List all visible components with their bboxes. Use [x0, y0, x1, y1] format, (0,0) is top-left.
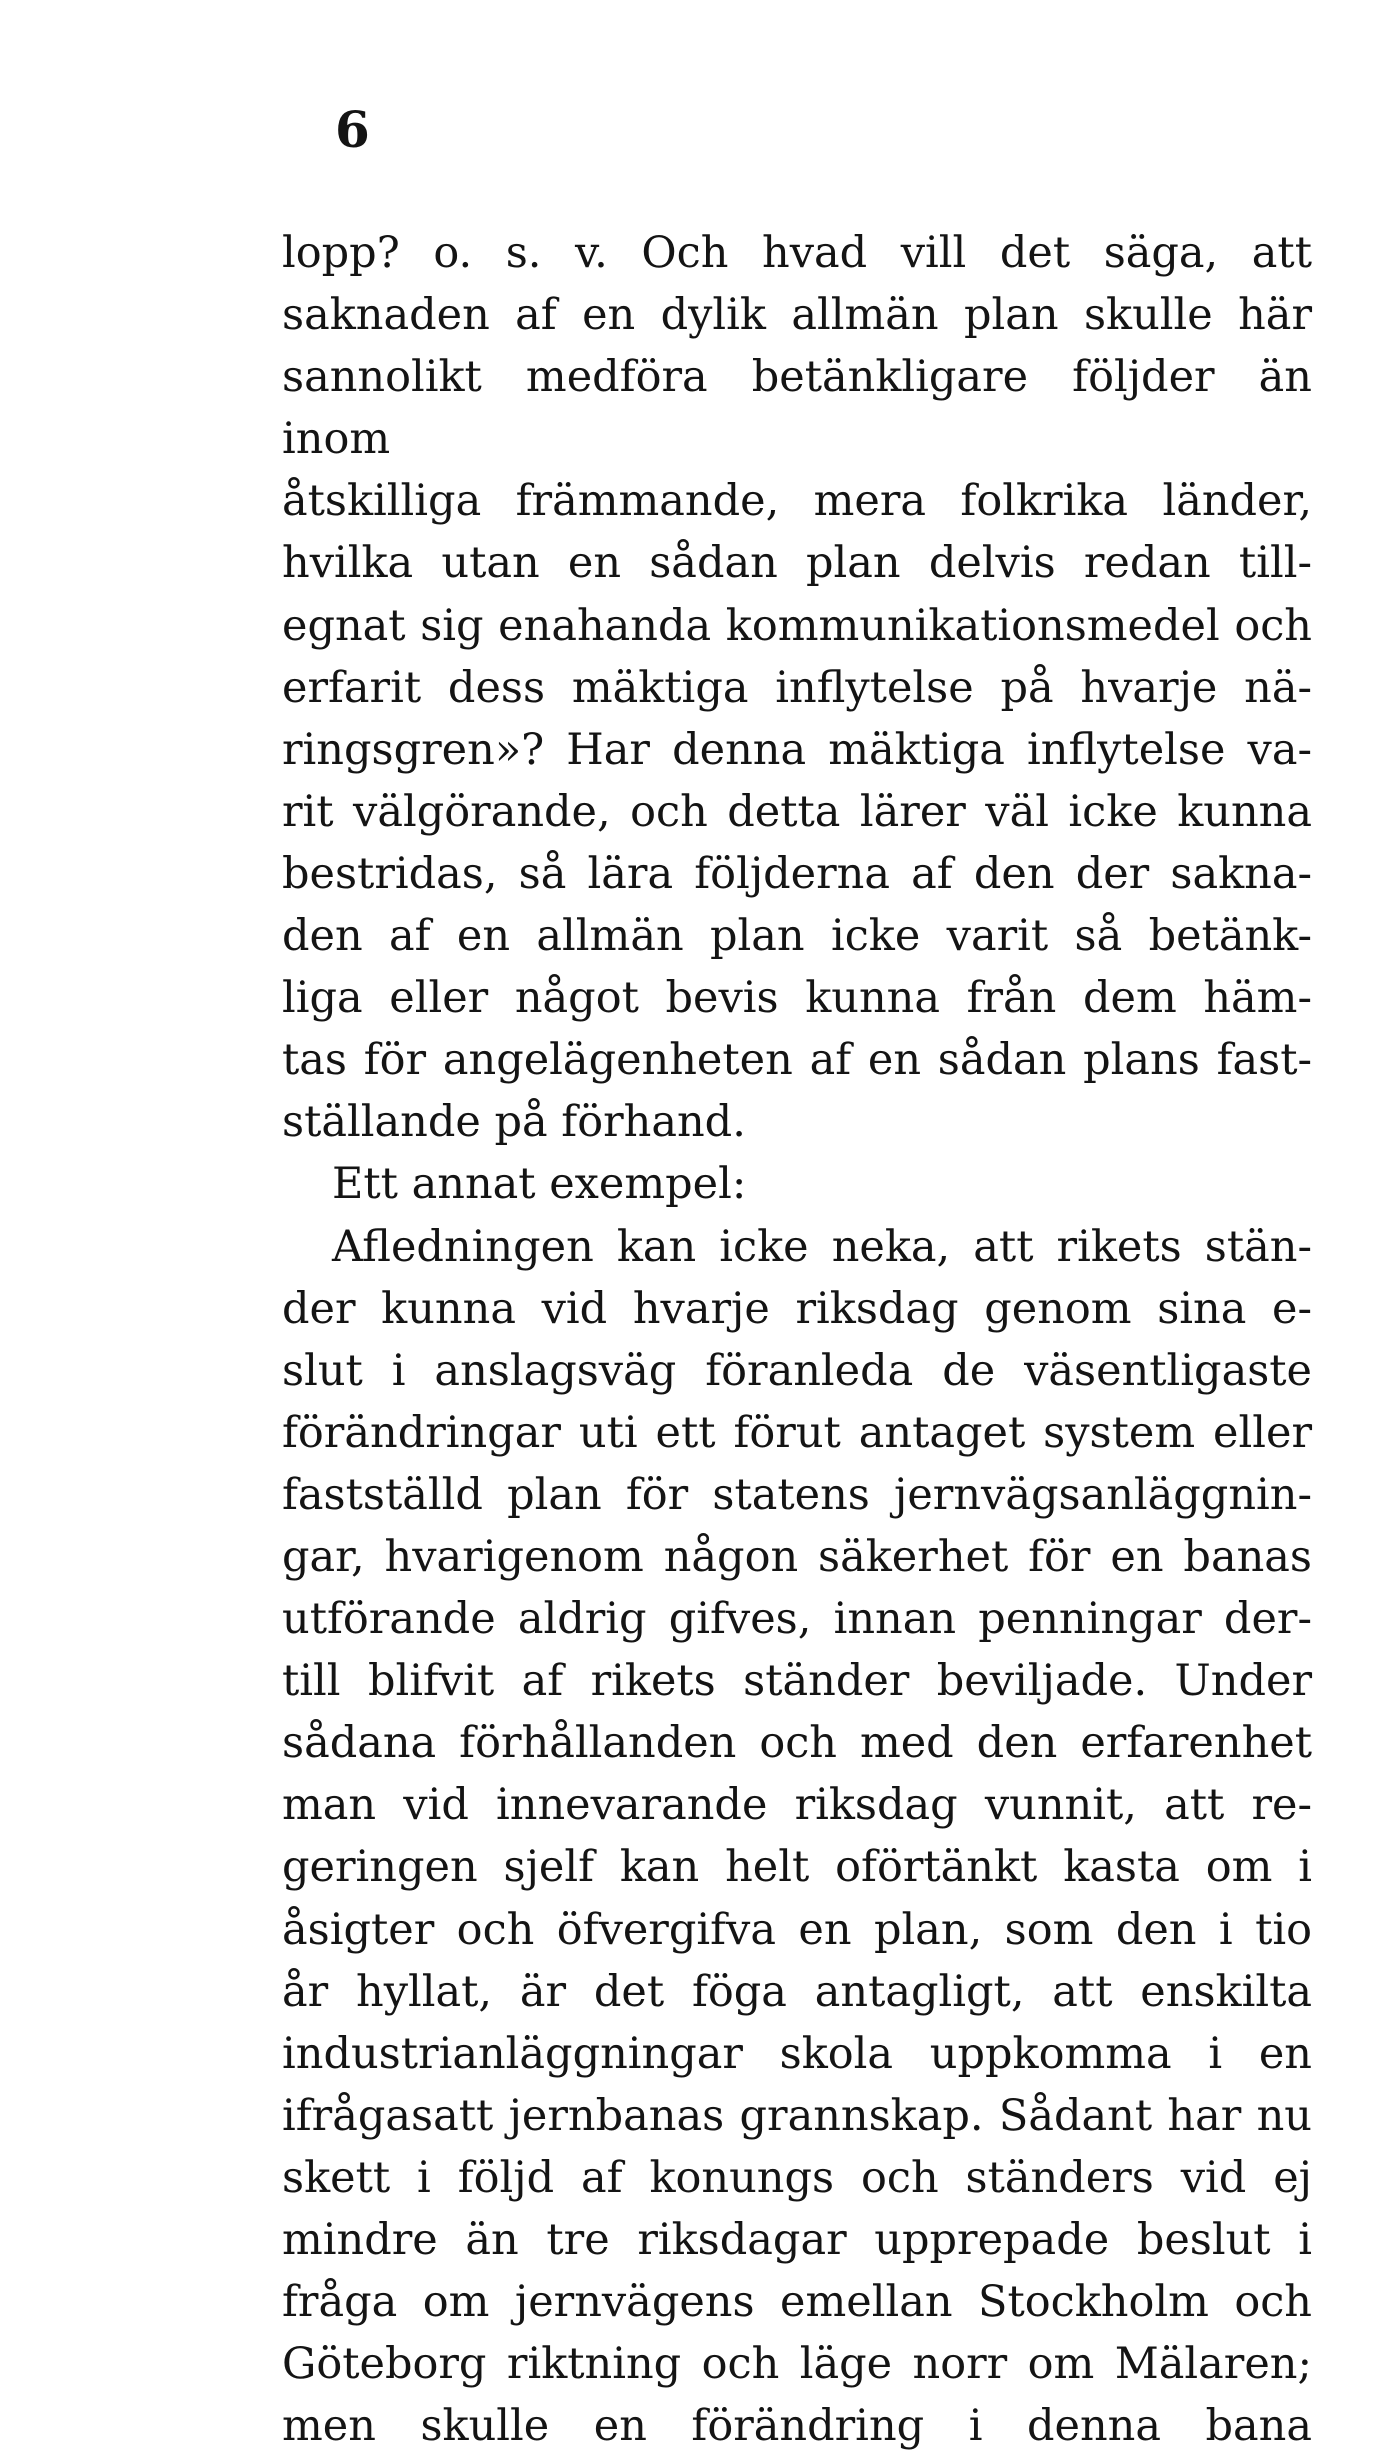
text-line: åtskilliga främmande, mera folkrika länder,	[282, 476, 1312, 527]
text-line: gar, hvarigenom någon säkerhet för en banas	[282, 1531, 1312, 1582]
text-line: ifrågasatt jernbanas grannskap. Sådant har nu	[282, 2090, 1312, 2141]
text-line: ställande på förhand.	[282, 1097, 746, 1148]
text-line: men skulle en förändring i denna bana	[282, 2401, 1312, 2452]
text-line: utförande aldrig gifves, innan penningar der-	[282, 1594, 1312, 1645]
text-line: fastställd plan för statens jernvägsanläggnin-	[282, 1469, 1312, 1520]
text-line: rit välgörande, och detta lärer väl icke kunna	[282, 786, 1312, 837]
text-line: sådana förhållanden och med den erfarenhet	[282, 1718, 1312, 1769]
text-line: geringen sjelf kan helt oförtänkt kasta om i	[282, 1842, 1312, 1893]
text-line: erfarit dess mäktiga inflytelse på hvarje nä-	[282, 662, 1312, 713]
text-line: förändringar uti ett förut antaget system eller	[282, 1407, 1312, 1458]
text-line: Ett annat exempel:	[332, 1159, 747, 1210]
text-line: Göteborg riktning och läge norr om Mälaren;	[282, 2339, 1312, 2390]
text-line: till blifvit af rikets ständer beviljade. Under	[282, 1656, 1312, 1707]
text-line: skett i följd af konungs och ständers vid ej	[282, 2152, 1312, 2203]
text-line: den af en allmän plan icke varit så betänk-	[282, 911, 1312, 962]
body-text	[282, 222, 1312, 2457]
text-line: man vid innevarande riksdag vunnit, att re-	[282, 1780, 1312, 1831]
text-line: år hyllat, är det föga antagligt, att enskilta	[282, 1966, 1312, 2017]
text-line: fråga om jernvägens emellan Stockholm och	[282, 2277, 1312, 2328]
text-line: åsigter och öfvergifva en plan, som den i tio	[282, 1904, 1312, 1955]
text-line: hvilka utan en sådan plan delvis redan till-	[282, 538, 1312, 589]
page-number: 6	[335, 100, 370, 159]
text-line: bestridas, så lära följderna af den der sakna-	[282, 848, 1312, 899]
text-line: ringsgren»? Har denna mäktiga inflytelse va-	[282, 724, 1312, 775]
text-line: egnat sig enahanda kommunikationsmedel och	[282, 600, 1312, 651]
text-line: mindre än tre riksdagar upprepade beslut i	[282, 2215, 1312, 2265]
text-line: tas för angelägenheten af en sådan plans fast-	[282, 1035, 1312, 1086]
text-line: industrianläggningar skola uppkomma i en	[282, 2028, 1312, 2079]
text-line: liga eller något bevis kunna från dem häm-	[282, 973, 1312, 1024]
text-line: der kunna vid hvarje riksdag genom sina e-	[282, 1283, 1312, 1334]
text-line: lopp? o. s. v. Och hvad vill det säga, att	[282, 228, 1312, 278]
text-line: slut i anslagsväg föranleda de väsentligaste	[282, 1345, 1312, 1396]
text-line: saknaden af en dylik allmän plan skulle här	[282, 290, 1312, 341]
text-line: Afledningen kan icke neka, att rikets stän-	[332, 1221, 1312, 1272]
text-line: sannolikt medföra betänkligare följder än inom	[282, 352, 1312, 465]
